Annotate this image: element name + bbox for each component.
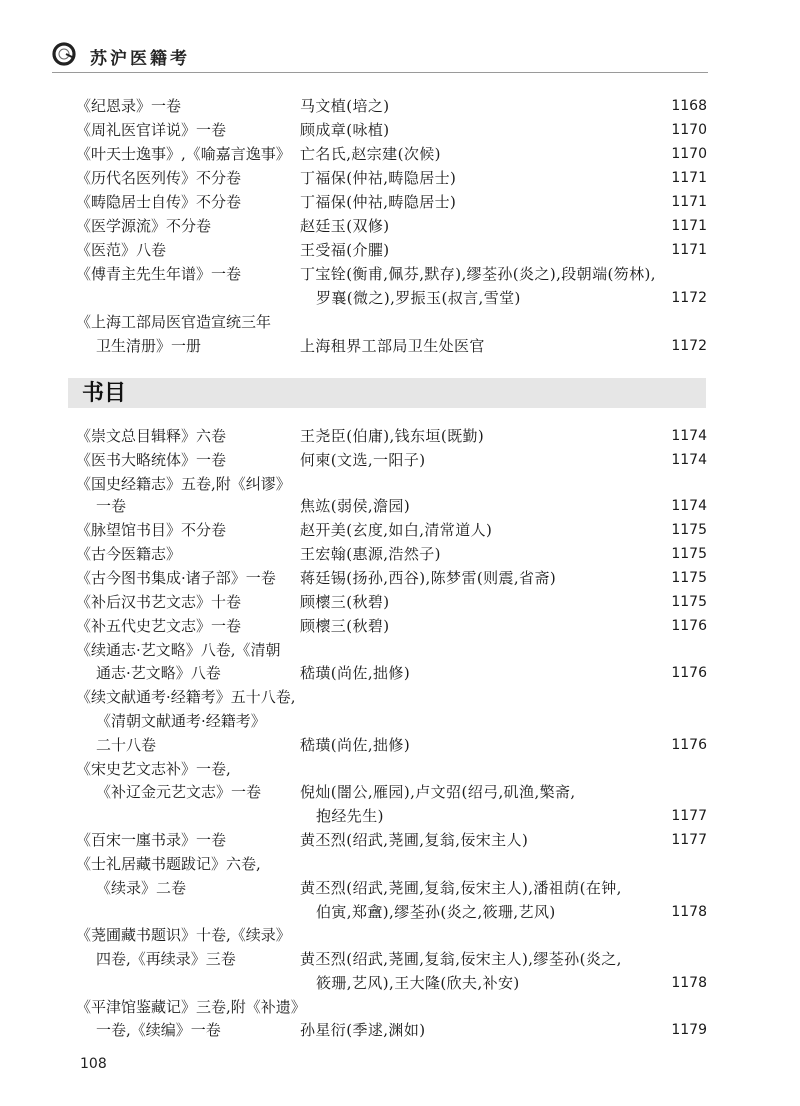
entry-line	[0, 286, 800, 310]
page-ref: 1174	[671, 452, 707, 468]
book-title: 通志·艺文略》八卷	[96, 664, 221, 682]
entry-line	[0, 542, 800, 566]
book-title: 《医范》八卷	[76, 241, 167, 259]
book-title: 《古今医籍志》	[76, 545, 182, 563]
author: 伯寅,郑盦),缪荃孙(炎之,筱珊,艺风)	[316, 903, 556, 921]
entry-line	[0, 757, 800, 781]
page-ref: 1171	[671, 194, 707, 210]
book-title: 卫生清册》一册	[96, 337, 202, 355]
author: 亡名氏,赵宗建(次候)	[300, 145, 441, 163]
author: 王宏翰(惠源,浩然子)	[300, 545, 441, 563]
book-title: 《荛圃藏书题识》十卷,《续录》	[76, 926, 291, 944]
page-ref: 1170	[671, 146, 707, 162]
entry-line	[0, 118, 800, 142]
author: 上海租界工部局卫生处医官	[300, 337, 485, 355]
section-heading	[68, 378, 706, 408]
book-title: 《医学源流》不分卷	[76, 217, 212, 235]
book-title: 《士礼居藏书题跋记》六卷,	[76, 855, 261, 873]
book-title: 《畴隐居士自传》不分卷	[76, 193, 242, 211]
entry-line	[0, 238, 800, 262]
author: 何柬(文选,一阳子)	[300, 451, 426, 469]
author: 抱经先生)	[316, 807, 384, 825]
entry-line	[0, 94, 800, 118]
book-title: 《医书大略统体》一卷	[76, 451, 227, 469]
entry-line	[0, 804, 800, 828]
book-title: 《古今图书集成·诸子部》一卷	[76, 569, 276, 587]
author: 黄丕烈(绍武,荛圃,复翁,佞宋主人),缪荃孙(炎之,	[300, 950, 622, 968]
book-title: 《补辽金元艺文志》一卷	[96, 783, 262, 801]
entry-line	[0, 142, 800, 166]
book-title: 《续通志·艺文略》八卷,《清朝	[76, 641, 281, 659]
book-title: 《续录》二卷	[96, 879, 187, 897]
page-ref: 1171	[671, 170, 707, 186]
page-ref: 1171	[671, 242, 707, 258]
book-title: 《周礼医官详说》一卷	[76, 121, 227, 139]
entry-line	[0, 166, 800, 190]
author: 孙星衍(季逑,渊如)	[300, 1021, 426, 1039]
book-title: 《傅青主先生年谱》一卷	[76, 265, 242, 283]
page-ref: 1175	[671, 522, 707, 538]
author: 丁福保(仲祜,畴隐居士)	[300, 193, 457, 211]
entry-line	[0, 661, 800, 685]
entry-line	[0, 334, 800, 358]
section-title: 书目	[82, 380, 127, 406]
entry-line	[0, 780, 800, 804]
running-header	[52, 40, 708, 73]
entry-line	[0, 566, 800, 590]
page-ref: 1177	[671, 808, 707, 824]
entry-line	[0, 1018, 800, 1042]
author: 顾櫰三(秋碧)	[300, 617, 390, 635]
entry-line	[0, 614, 800, 638]
book-title: 《平津馆鉴藏记》三卷,附《补遗》	[76, 998, 306, 1016]
page-ref: 1172	[671, 338, 707, 354]
author: 倪灿(闇公,雁园),卢文弨(绍弓,矶渔,檠斋,	[300, 783, 576, 801]
book-title: 《宋史艺文志补》一卷,	[76, 760, 231, 778]
book-title: 一卷	[96, 497, 127, 515]
author: 黄丕烈(绍武,荛圃,复翁,佞宋主人)	[300, 831, 529, 849]
author: 王受福(介臞)	[300, 241, 390, 259]
entry-line	[0, 947, 800, 971]
book-title: 《脉望馆书目》不分卷	[76, 521, 227, 539]
entry-line	[0, 494, 800, 518]
book-logo-icon	[52, 42, 76, 66]
entry-line	[0, 685, 800, 709]
entry-line	[0, 852, 800, 876]
author: 嵇璜(尚佐,拙修)	[300, 736, 411, 754]
entry-line	[0, 424, 800, 448]
entry-line	[0, 638, 800, 662]
author: 蒋廷锡(扬孙,西谷),陈梦雷(则震,省斋)	[300, 569, 557, 587]
author: 顾成章(咏植)	[300, 121, 390, 139]
entry-line	[0, 190, 800, 214]
author: 王尧臣(伯庸),钱东垣(既勤)	[300, 427, 485, 445]
book-title: 《叶天士逸事》,《喻嘉言逸事》	[76, 145, 291, 163]
entry-line	[0, 876, 800, 900]
entry-line	[0, 590, 800, 614]
author: 罗襄(微之),罗振玉(叔言,雪堂)	[316, 289, 521, 307]
book-title: 一卷,《续编》一卷	[96, 1021, 221, 1039]
author: 嵇璜(尚佐,拙修)	[300, 664, 411, 682]
entry-line	[0, 900, 800, 924]
entry-line	[0, 923, 800, 947]
book-title: 《纪恩录》一卷	[76, 97, 182, 115]
entry-line	[0, 214, 800, 238]
book-title: 《清朝文献通考·经籍考》	[96, 712, 266, 730]
page-ref: 1175	[671, 546, 707, 562]
page-ref: 1171	[671, 218, 707, 234]
page-ref: 1168	[671, 98, 707, 114]
entry-line	[0, 518, 800, 542]
page-ref: 1170	[671, 122, 707, 138]
author: 黄丕烈(绍武,荛圃,复翁,佞宋主人),潘祖荫(在钟,	[300, 879, 622, 897]
page-ref: 1176	[671, 737, 707, 753]
page-ref: 1174	[671, 498, 707, 514]
author: 赵开美(玄度,如白,清常道人)	[300, 521, 493, 539]
page-ref: 1178	[671, 904, 707, 920]
book-title: 二十八卷	[96, 736, 157, 754]
author: 马文植(培之)	[300, 97, 390, 115]
book-title: 《补五代史艺文志》一卷	[76, 617, 242, 635]
book-title: 《上海工部局医官造宣统三年	[76, 313, 272, 331]
author: 丁福保(仲祜,畴隐居士)	[300, 169, 457, 187]
page-number: 108	[80, 1056, 107, 1072]
page-ref: 1176	[671, 618, 707, 634]
entry-line	[0, 971, 800, 995]
entry-line	[0, 262, 800, 286]
page-ref: 1177	[671, 832, 707, 848]
entry-line	[0, 828, 800, 852]
running-header-title: 苏沪医籍考	[90, 49, 190, 69]
entry-line	[0, 472, 800, 496]
book-title: 《百宋一廛书录》一卷	[76, 831, 227, 849]
entry-line	[0, 995, 800, 1019]
book-title: 《崇文总目辑释》六卷	[76, 427, 227, 445]
page-ref: 1172	[671, 290, 707, 306]
entry-line	[0, 310, 800, 334]
book-title: 《国史经籍志》五卷,附《纠谬》	[76, 475, 291, 493]
author: 筱珊,艺风),王大隆(欣夫,补安)	[316, 974, 520, 992]
entry-line	[0, 448, 800, 472]
book-title: 《历代名医列传》不分卷	[76, 169, 242, 187]
author: 丁宝铨(衡甫,佩芬,默存),缪荃孙(炎之),段朝端(笏林),	[300, 265, 656, 283]
author: 顾櫰三(秋碧)	[300, 593, 390, 611]
page-ref: 1178	[671, 975, 707, 991]
author: 赵廷玉(双修)	[300, 217, 390, 235]
page-ref: 1179	[671, 1022, 707, 1038]
page-ref: 1174	[671, 428, 707, 444]
author: 焦竑(弱侯,澹园)	[300, 497, 411, 515]
page-ref: 1175	[671, 594, 707, 610]
book-title: 四卷,《再续录》三卷	[96, 950, 236, 968]
book-title: 《续文献通考·经籍考》五十八卷,	[76, 688, 296, 706]
entry-line	[0, 733, 800, 757]
book-title: 《补后汉书艺文志》十卷	[76, 593, 242, 611]
entry-line	[0, 709, 800, 733]
page-ref: 1176	[671, 665, 707, 681]
page-ref: 1175	[671, 570, 707, 586]
